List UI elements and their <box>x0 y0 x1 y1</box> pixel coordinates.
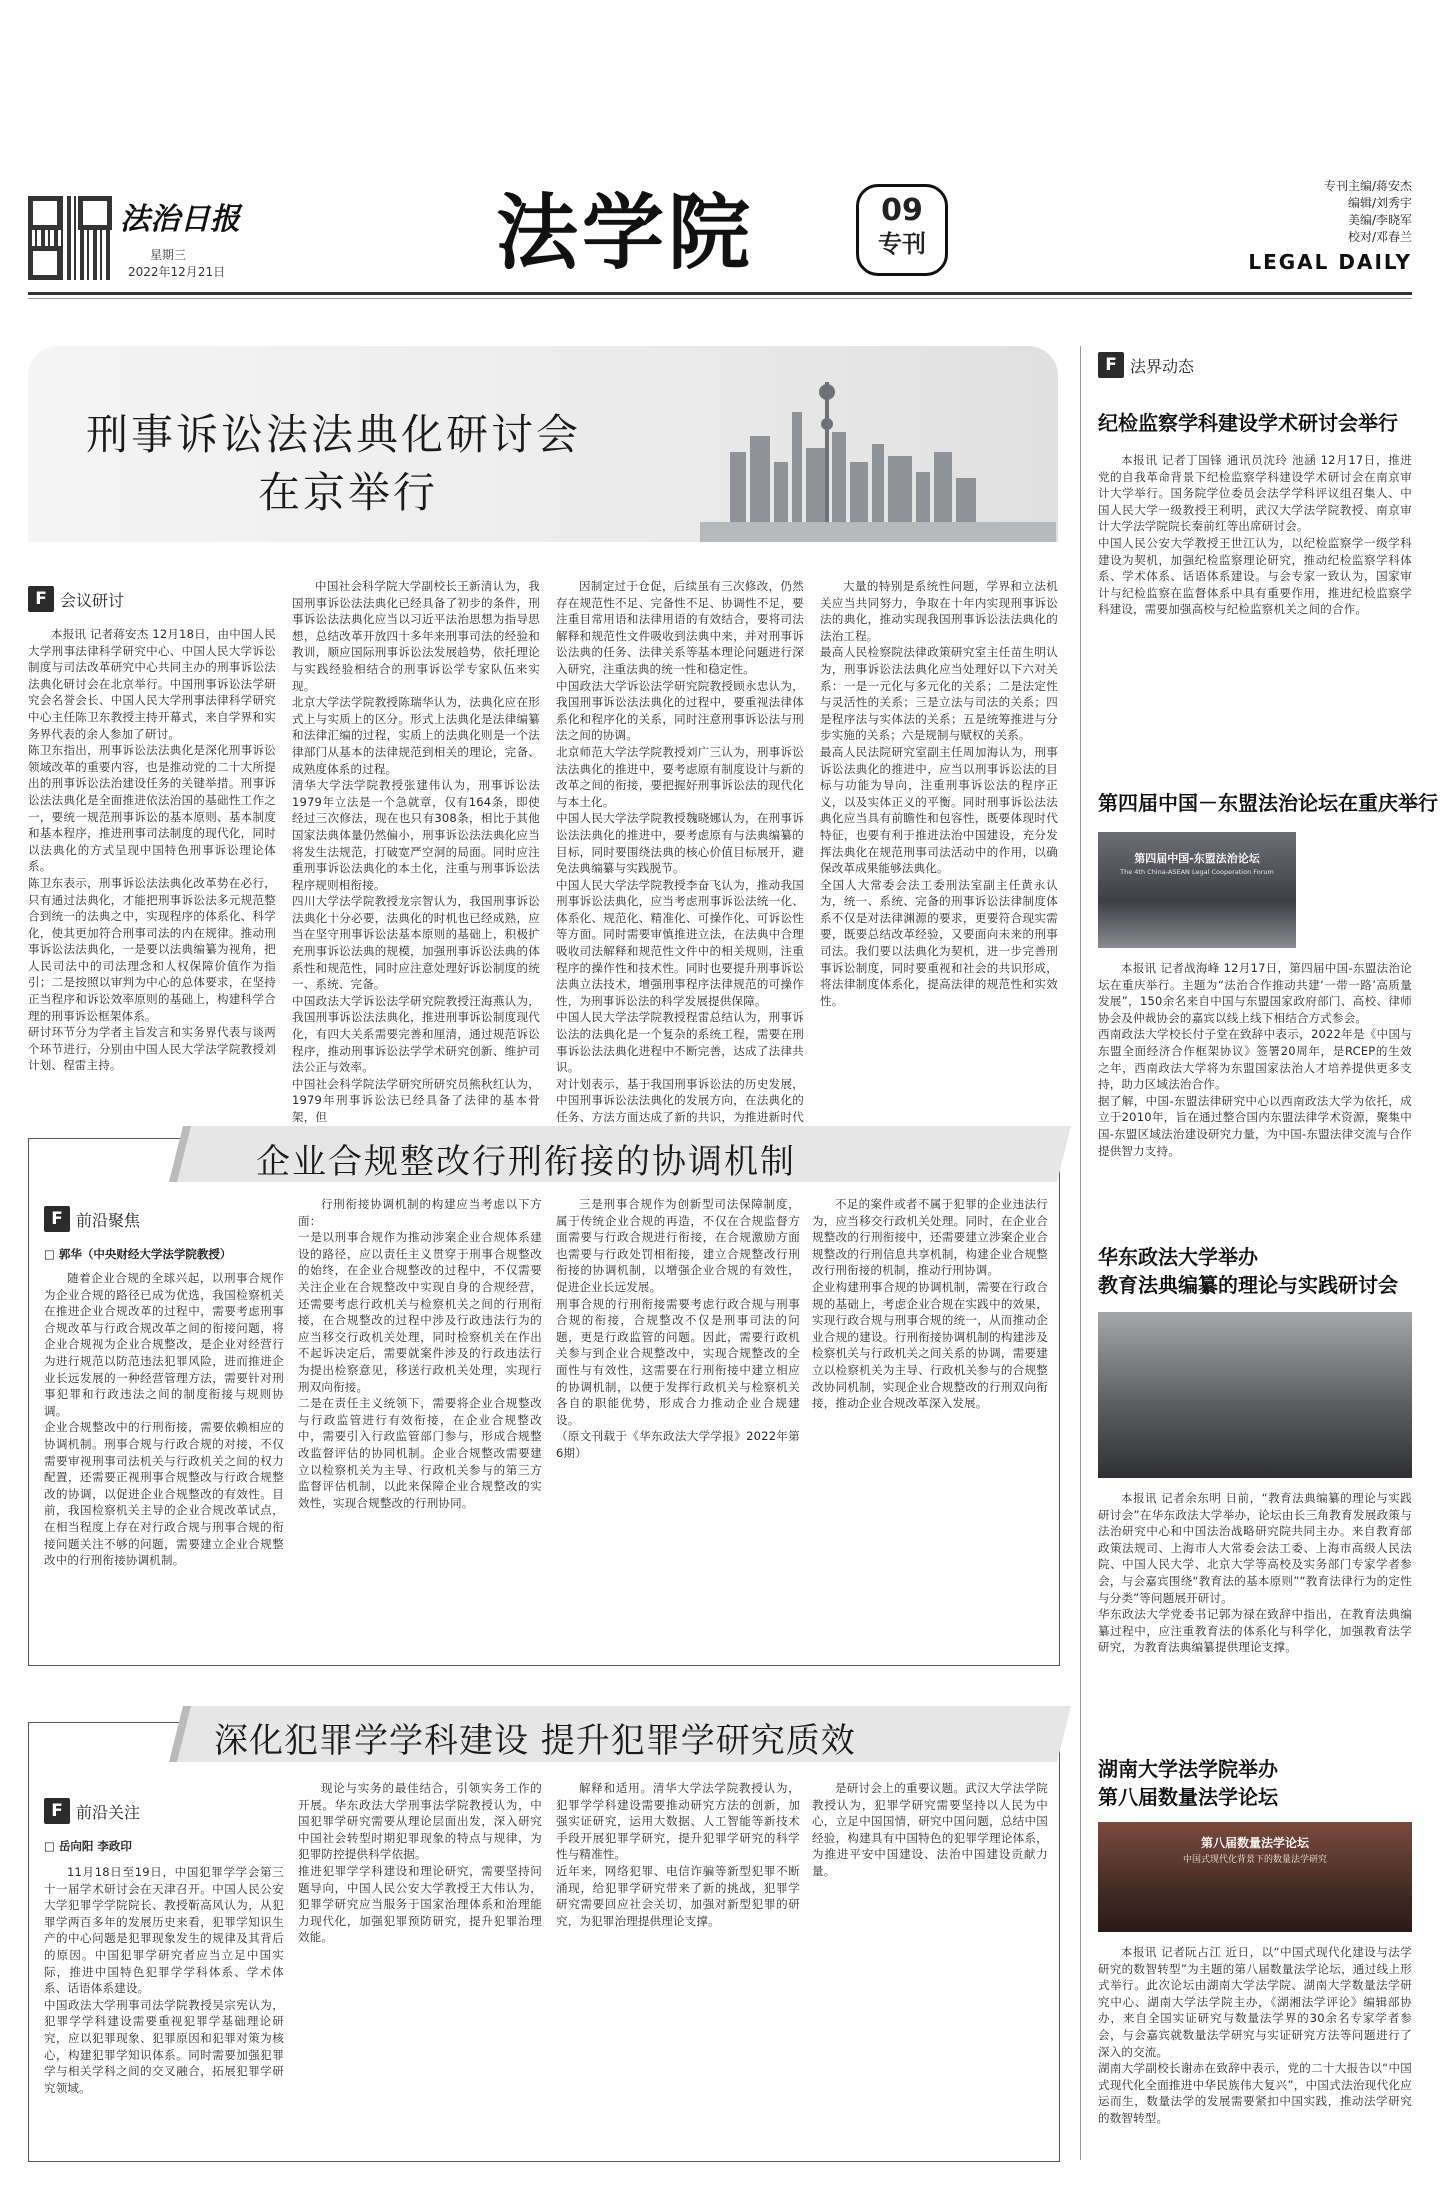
news2-photo-caption-2: The 4th China-ASEAN Legal Cooperation Forum <box>1120 868 1274 876</box>
news3-photo <box>1098 1312 1412 1478</box>
article3-col1 <box>44 1864 284 2150</box>
article3-col4-text: 是研讨会上的重要议题。武汉大学法学院教授认为，犯罪学研究需要坚持以人民为中心，立足中国国情，研究中国问题，总结中国经验，构建具有中国特色的犯罪学理论体系，为推进平安中国建设、法治中国建设贡献力量。 <box>812 1781 1048 1878</box>
section-f-icon: F <box>44 1798 70 1824</box>
masthead-rule <box>28 292 1412 295</box>
article3-col2-text: 现论与实务的最佳结合，引领实务工作的开展。华东政法大学刑事法学院教授认为，中国犯罪学研究需要从理论层面出发，深入研究中国社会转型时期犯罪现象的特点与规律，为犯罪防控提供科学依据。 推进犯罪学学科建设和理论研究，需要坚持问题导向，中国人民公安大学教授王大伟认为，犯罪学研究应当服务于国家治理体系和治理能力现代化，加强犯罪预防研究，提升犯罪治理效能。 <box>298 1781 542 1945</box>
news1-title: 纪检监察学科建设学术研讨会举行 <box>1098 411 1398 435</box>
news2-body <box>1098 960 1412 1226</box>
news3-body-text: 本报讯 记者余东明 日前，“教育法典编纂的理论与实践研讨会”在华东政法大学举办，论坛由长三角教育发展政策与法治研究中心和中国法治战略研究院共同主办。来自教育部政策法规司、上海市人大常委会法工委、上海市高级人民法院、中国人民大学、北京大学等高校及实务部门专家学者参会，与会嘉宾围绕“教育法的基本原则”“教育法律行为的定性与分类”等问题展开研讨。 华东政法大学党委书记郭为禄在致辞中指出，在教育法典编纂过程中，应注重教育法的体系化与科学化，加强教育法学研究，为教育法典编纂提供理论支撑。 <box>1098 1491 1412 1655</box>
weekday: 星期三 <box>150 248 187 262</box>
article2-col1-text: 随着企业合规的全球兴起，以刑事合规作为企业合规的路径已成为优选，我国检察机关在推进企业合规改革的过程中，需要考虑刑事合规改革与行政合规改革之间的衔接问题，将企业合规视为企业合规整改，是企业对经营行为进行规范以防范违法犯罪风险，进而推进企业长远发展的一种经营管理方法，需要针对刑事犯罪和行政违法之间的制度衔接与规则协调。 企业合规整改中的行刑衔接，需要依赖相应的协调机制。刑事合规与行政合规的对接，不仅需要审视刑事司法机关与行政机关之间的权力配置，还需要正视刑事合规整改与行政合规整改的协调，以促进企业合规整改的有效性。目前，我国检察机关主导的企业合规改革试点，在相当程度上存在对行政合规与刑事合规的衔接问题关注不够的问题，需要建立企业合规整改中的行刑衔接协调机制。 <box>44 1271 284 1568</box>
qr-code <box>28 196 112 280</box>
article1-title-line2: 在京举行 <box>258 468 439 517</box>
masthead-rule-thin <box>28 298 1412 299</box>
news4-body-text: 本报讯 记者阮占江 近日，以“中国式现代化建设与法学研究的数智转型”为主题的第八届数量法学论坛，通过线上形式举行。此次论坛由湖南大学法学院、湖南大学数量法学研究中心、湖南大学法学院主办，《湖湘法学评论》编辑部协办，来自全国实证研究与数量法学界的30余名专家学者参会，与会嘉宾就数量法学研究与实证研究方法等问题进行了深入的交流。 湖南大学副校长谢赤在致辞中表示，党的二十大报告以“中国式现代化全面推进中华民族伟大复兴”，中国式法治现代化应运而生，数量法学的发展需要紧扣中国实践，推动法学研究的数智转型。 <box>1098 1945 1412 2125</box>
brand-en: LEGAL DAILY <box>1248 250 1412 274</box>
article2-col3 <box>556 1196 800 1654</box>
section-f-icon: F <box>28 586 54 612</box>
credit-art-editor: 美编/李晓军 <box>1347 213 1412 227</box>
article1-col2-text: 中国社会科学院大学副校长王新清认为，我国刑事诉讼法法典化已经具备了初步的条件，刑事诉讼法法典化应当以习近平法治思想为指导思想，总结改革开放四十多年来刑事司法的经验和教训，顺应国际刑事诉讼法发展趋势，依托理论与实践经验相结合的刑事诉讼学专家队伍来实现。 北京大学法学院教授陈瑞华认为，法典化应在形式上与实质上的区分。形式上法典化是法律编纂和法律汇编的过程，实质上的法典化则是一个法律部门从基本的法律规范到相关的理论，完备、成熟度体系的过程。 清华大学法学院教授张建伟认为，刑事诉讼法1979年立法是一个急就章，仅有164条，即使经过三次修法，现在也只有308条，相比于其他国家法典体量仍然偏小，刑事诉讼法法典化应当将发生法规范，打破宽严空洞的局面。同时应注重刑事诉讼法典化的本土化，注重与刑事诉讼法程序规则相衔接。 四川大学法学院教授龙宗智认为，我国刑事诉讼法典化十分必要，法典化的时机也已经成熟，应当在坚守刑事诉讼法基本原则的基础上，积极扩充刑事诉讼法典的规模，加强刑事诉讼法典的体系性和规范性，同时应注意处理好诉讼制度的统一、系统、完备。 中国政法大学诉讼法学研究院教授汪海燕认为，我国刑事诉讼法法典化，推进刑事诉讼制度现代化，有四大关系需要完善和厘清，通过规范诉讼程序，推动刑事诉讼法学学术研究创新、维护司法公正与效率。 中国社会科学院法学研究所研究员熊秋红认为，1979年刑事诉讼法已经具备了法律的基本骨架，但 <box>292 579 540 1124</box>
article1-col4-text: 大量的特别是系统性问题，学界和立法机关应当共同努力，争取在十年内实现刑事诉讼法的典化，推动实现我国刑事诉讼法法典化的法治工程。 最高人民检察院法律政策研究室主任苗生明认为，刑事诉讼法法典化应当处理好以下六对关系：一是一元化与多元化的关系；二是法定性与灵活性的关系；三是立法与司法的关系；四是程序法与实体法的关系；五是统筹推进与分步实施的关系；六是规制与赋权的关系。 最高人民法院研究室副主任周加海认为，刑事诉讼法典化的推进中，应当以刑事诉讼法的目标与功能为导向，注重刑事诉讼法的程序正义，以及实体正义的平衡。同时刑事诉讼法法典化应当具有前瞻性和包容性，既要体现时代特征，也要有利于推进法治中国建设，充分发挥法典化在规范刑事司法活动中的作用，以确保改革成果能够法典化。 全国人大常委会法工委刑法室副主任黄永认为，统一、系统、完备的刑事诉讼法律制度体系不仅是对法律渊源的要求，更要符合现实需要，既要总结改革经验，又要面向未来的刑事司法。我们要以法典化为契机，进一步完善刑事诉讼制度，同时要重视和社会的共识形成，将法律制度体系化，提高法律的规范性和实效性。 <box>820 579 1058 1008</box>
section-f-icon: F <box>44 1206 70 1232</box>
news4-photo-caption-1: 第八届数量法学论坛 <box>1200 1836 1309 1850</box>
news2-body-text: 本报讯 记者战海峰 12月17日，第四届中国-东盟法治论坛在重庆举行。主题为“法治合作推动共建‘一带一路’高质量发展”，150余名来自中国与东盟国家政府部门、高校、律师协会及仲裁协会的嘉宾以线上线下相结合方式参会。 西南政法大学校长付子堂在致辞中表示，2022年是《中国与东盟全面经济合作框架协议》签署20周年，是RCEP的生效之年，西南政法大学将为东盟国家法治人才培养提供更多支持，助力区域法治合作。 据了解，中国-东盟法律研究中心以西南政法大学为依托，成立于2010年，旨在通过整合国内东盟法律学术资源，聚集中国-东盟区域法治建设研究力量，为中国-东盟法律交流与合作提供智力支持。 <box>1098 961 1412 1158</box>
article1-col2 <box>292 578 540 1124</box>
city-skyline-illustration <box>700 352 1056 542</box>
article1-col1 <box>28 626 276 1116</box>
section-f-icon: F <box>1098 352 1124 378</box>
article2-section-label <box>44 1206 140 1232</box>
credit-proofreader: 校对/邓春兰 <box>1347 230 1412 244</box>
article2-col4 <box>812 1196 1048 1654</box>
sidebar-section-label <box>1098 352 1194 378</box>
issue-date: 2022年12月21日 <box>128 265 226 279</box>
article2-title: 企业合规整改行刑衔接的协调机制 <box>256 1142 796 1182</box>
news3-title-line2: 教育法典编纂的理论与实践研讨会 <box>1098 1273 1398 1297</box>
article2-col4-text: 不足的案件或者不属于犯罪的企业违法行为，应当移交行政机关处理。同时，在企业合规整改的行刑衔接中，还需要建立涉案企业合规整改的行刑信息共享机制，构建企业合规整改行刑衔接的机制，推动行刑协调。 企业构建刑事合规的协调机制，需要在行政合规的基础上，考虑企业合规在实践中的效果，实现行政合规与刑事合规的统一，从而推动企业合规的建设。行刑衔接协调机制的构建涉及检察机关与行政机关之间关系的协调，需要建立以检察机关为主导、行政机关参与的合规整改协同机制，实现企业合规整改的行刑双向衔接，推动企业合规改革深入发展。 <box>812 1197 1048 1411</box>
credits <box>1324 178 1412 246</box>
news3-body <box>1098 1490 1412 1746</box>
article3-section-label <box>44 1798 140 1824</box>
article3-col4 <box>812 1780 1048 2150</box>
news4-title-line2: 第八届数量法学论坛 <box>1098 1785 1278 1809</box>
sidebar-divider <box>1080 346 1081 2160</box>
section-title: 法学院 <box>496 186 755 281</box>
article3-section-text: 前沿关注 <box>76 1802 141 1822</box>
article2-section-text: 前沿聚焦 <box>76 1210 141 1230</box>
sidebar-section-text: 法界动态 <box>1130 356 1195 376</box>
credit-chief-editor: 专刊主编/蒋安杰 <box>1323 179 1412 193</box>
article3-col3-text: 解释和适用。清华大学法学院教授认为，犯罪学学科建设需要推动研究方法的创新，加强实证研究，运用大数据、人工智能等新技术手段开展犯罪学研究，提升犯罪学研究的科学性与精准性。 近年来，网络犯罪、电信诈骗等新型犯罪不断涌现，给犯罪学研究带来了新的挑战，犯罪学研究需要回应社会关切，加强对新型犯罪的研究，为犯罪治理提供理论支撑。 <box>556 1781 800 1928</box>
article1-col1-text: 本报讯 记者蒋安杰 12月18日，由中国人民大学刑事法律科学研究中心、中国人民大学诉讼制度与司法改革研究中心共同主办的刑事诉讼法法典化研讨会在北京举行。中国刑事诉讼法学研究会名誉会长、中国人民大学刑事法律科学研究中心主任陈卫东教授主持开幕式，来自学界和实务界代表的余人参加了研讨。 陈卫东指出，刑事诉讼法法典化是深化刑事诉讼领域改革的重要内容，也是推动党的二十大所提出的刑事诉讼法治建设任务的关键举措。刑事诉讼法法典化是全面推进依法治国的基础性工作之一，要统一规范刑事诉讼的基本原则、基本制度和基本程序，推进刑事司法制度的现代化，同时以法典化的方式呈现中国特色刑事诉讼理论体系。 陈卫东表示，刑事诉讼法法典化改革势在必行，只有通过法典化，才能把刑事诉讼法多元规范整合到统一的法典之中，实现程序的体系化、科学化，使其更加符合刑事司法的内在规律。推动刑事诉讼法法典化，一是要以法典编纂为视角，把人民司法中的司法理念和人权保障价值作为指引；二是按照以审判为中心的总体要求，在坚持正当程序和诉讼效率原则的基础上，构建科学合理的刑事诉讼框架体系。 研讨环节分为学者主旨发言和实务界代表与谈两个环节进行，分别由中国人民大学法学院教授刘计划、程雷主持。 <box>28 627 276 1073</box>
page-type: 专刊 <box>878 230 926 258</box>
news1-body <box>1098 452 1412 752</box>
article1-section-text: 会议研讨 <box>60 590 125 610</box>
credit-editor: 编辑/刘秀宇 <box>1347 196 1412 210</box>
news4-photo <box>1098 1822 1412 1932</box>
article2-col3-text: 三是刑事合规作为创新型司法保障制度，属于传统企业合规的再造，不仅在合规监督方面需要与行政合规进行衔接，在合规激励方面也需要与行政处罚相衔接，建立合规整改行刑衔接的协调机制，以增强企业合规的有效性，促进企业长远发展。 刑事合规的行刑衔接需要考虑行政合规与刑事合规的衔接，合规整改不仅是刑事司法的问题，更是行政监管的问题。因此，需要行政机关参与到企业合规整改中，实现合规整改的全面性与有效性，这需要在行刑衔接中建立相应的协调机制，以便于发挥行政机关与检察机关各自的职能优势，形成合力推动企业合规建设。 （原文刊载于《华东政法大学学报》2022年第6期） <box>556 1197 800 1460</box>
article3-title: 深化犯罪学学科建设 提升犯罪学研究质效 <box>214 1721 856 1761</box>
article2-col1 <box>44 1270 284 1654</box>
news4-title-line1: 湖南大学法学院举办 <box>1098 1757 1278 1781</box>
article1-col3-text: 因制定过于仓促，后续虽有三次修改，仍然存在规范性不足、完备性不足、协调性不足，要注重目常用语和法律用语的有效结合，要将司法解释和规范性文件吸收到法典中来，并对刑事诉讼法典的任务、法律关系等基本理论问题进行深入研究，注重法典的统一性和稳定性。 中国政法大学诉讼法学研究院教授顾永忠认为，我国刑事诉讼法法典化的过程中，要重视法律体系化和程序化的关系，同时注意刑事诉讼法与刑法之间的协调。 北京师范大学法学院教授刘广三认为，刑事诉讼法法典化的推进中，要考虑原有制度设计与新的改革之间的衔接，要把握好刑事诉讼法的现代化与本土化。 中国人民大学法学院教授魏晓娜认为，在刑事诉讼法法典化的推进中，要考虑原有与法典编纂的目标，同时要围绕法典的核心价值目标展开，避免法典编纂与实践脱节。 中国人民大学法学院教授李奋飞认为，推动我国刑事诉讼法典化，应当考虑刑事诉讼法统一化、体系化、规范化、精准化、可操作化、可诉讼性等方面。同时需要审慎推进立法，在法典中合理吸收司法解释和规范性文件中的相关规则，注重程序的操作性和技术性。同时也要提升刑事诉讼法典立法技术，增强刑事程序法律规范的可操作性，为刑事诉讼法的科学发展提供保障。 中国人民大学法学院教授程雷总结认为，刑事诉讼法的法典化是一个复杂的系统工程，需要在刑事诉讼法法典化进程中不断完善，达成了法律共识。 对计划表示，基于我国刑事诉讼法的历史发展，中国刑事诉讼法法典化的发展方向，在法典化的任务、方法方面达成了新的共识，为推进新时代 <box>556 579 804 1124</box>
page-badge <box>856 184 948 276</box>
article1-title-line1: 刑事诉讼法法典化研讨会 <box>86 410 582 459</box>
news2-photo <box>1098 832 1296 948</box>
newspaper-logo: 法治日报 <box>120 202 240 237</box>
news4-photo-caption-2: 中国式现代化背景下的数量法学研究 <box>1182 1855 1327 1865</box>
news2-photo-caption-1: 第四届中国-东盟法治论坛 <box>1134 852 1260 865</box>
page-number: 09 <box>881 193 923 228</box>
article3-author: □ 岳向阳 李政印 <box>44 1839 132 1853</box>
article3-col1-text: 11月18日至19日，中国犯罪学学会第三十一届学术研讨会在天津召开。中国人民公安大学犯罪学学院院长、教授靳高风认为，从犯罪学两百多年的发展历史来看，犯罪学知识生产的中心问题是犯罪现象发生的规律及其背后的原因。中国犯罪学研究者应当立足中国实际，推进中国特色犯罪学学科体系、学术体系、话语体系建设。 中国政法大学刑事司法学院教授吴宗宪认为，犯罪学学科建设需要重视犯罪学基础理论研究，应以犯罪现象、犯罪原因和犯罪对策为核心，构建犯罪学知识体系。同时需要加强犯罪学与相关学科之间的交叉融合，拓展犯罪学研究领域。 <box>44 1865 284 2095</box>
article1-col3 <box>556 578 804 1124</box>
article2-col2-text: 行刑衔接协调机制的构建应当考虑以下方面： 一是以刑事合规作为推动涉案企业合规体系建设的路径，应以责任主义贯穿于刑事合规整改的始终，在企业合规整改的过程中，不仅需要关注企业在合规整改中实现自身的合规经营，还需要考虑行政机关与检察机关之间的行刑衔接，在合规整改的过程中涉及行政违法行为的应当移交行政机关处理，同时检察机关在作出不起诉决定后，需要就案件涉及的行政违法行为提出检察意见，移送行政机关处理，实现行刑双向衔接。 二是在责任主义统领下，需要将企业合规整改与行政监管进行有效衔接，在企业合规整改中，需要引入行政监管部门参与，形成合规整改监督评估的协同机制。企业合规整改需要建立以检察机关为主导、行政机关参与的第三方监督评估机制，以此来保障企业合规整改的实效性，实现合规整改的行刑协同。 <box>298 1197 542 1510</box>
article3-col2 <box>298 1780 542 2150</box>
article1-col4 <box>820 578 1058 1116</box>
news2-title: 第四届中国－东盟法治论坛在重庆举行 <box>1098 791 1438 815</box>
news1-body-text: 本报讯 记者丁国锋 通讯员沈玲 池涵 12月17日，推进党的自我革命背景下纪检监察学科建设学术研讨会在南京审计大学举行。国务院学位委员会法学学科评议组召集人、中国人民大学一级教授王利明，武汉大学法学院教授、南京审计大学法学院院长秦前红等出席研讨会。 中国人民公安大学教授王世江认为，以纪检监察学一级学科建设为契机，加强纪检监察理论研究，推动纪检监察学科体系、学术体系、话语体系建设。与会专家一致认为，国家审计与纪检监察在监督体系中具有重要作用，推进纪检监察学科建设，需要加强高校与纪检监察机关之间的合作。 <box>1098 453 1412 617</box>
article3-col3 <box>556 1780 800 2150</box>
article2-col2 <box>298 1196 542 1654</box>
article1-section-label <box>28 586 124 612</box>
news4-body <box>1098 1944 1412 2156</box>
article2-author: □ 郭华（中央财经大学法学院教授） <box>44 1247 232 1261</box>
news3-title-line1: 华东政法大学举办 <box>1098 1245 1258 1269</box>
